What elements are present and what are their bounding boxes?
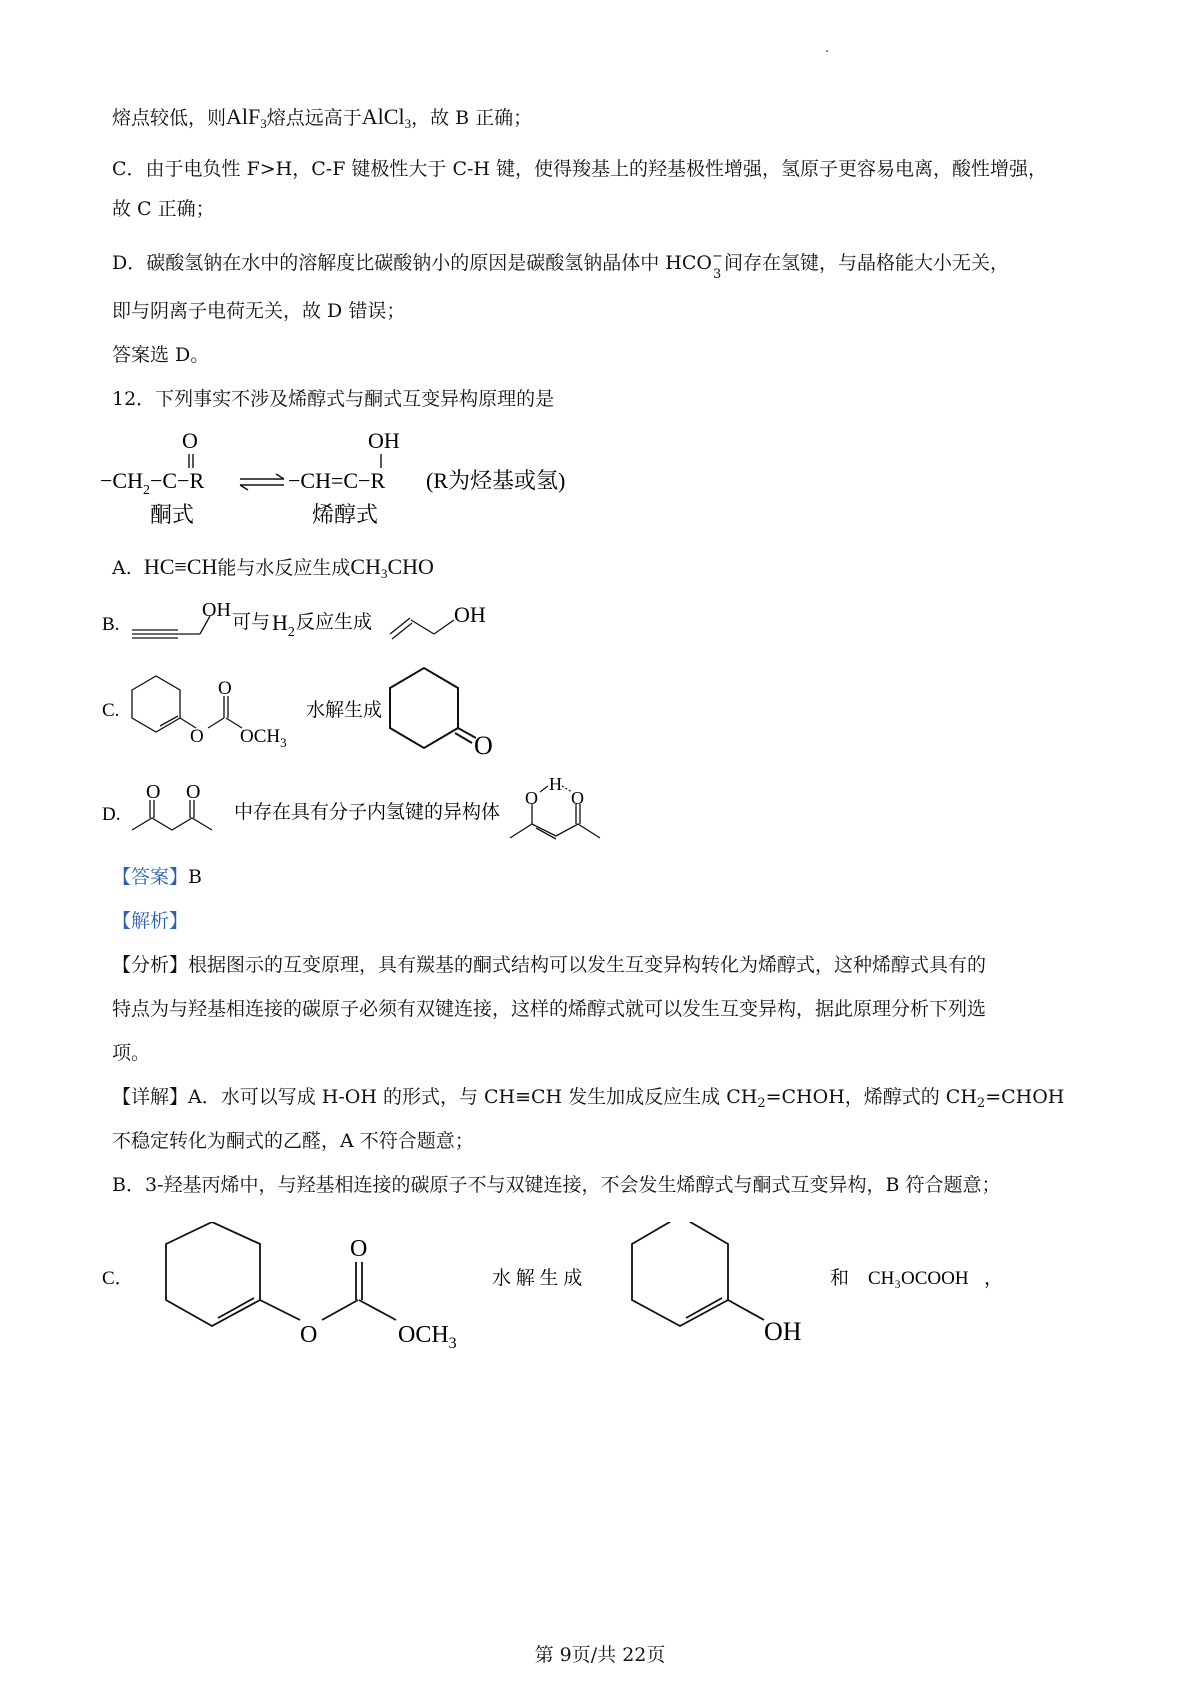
- svg-text:B.: B.: [102, 614, 120, 635]
- svg-text:CH₃OCOOH: CH₃OCOOH: [868, 1268, 969, 1289]
- detail-b: B．3-羟基丙烯中，与羟基相连接的碳原子不与双键连接，不会发生烯醇式与酮式互变异构，B 符合题意；: [112, 1174, 1001, 1196]
- text: 熔点远高于: [266, 107, 362, 129]
- svg-text:O: O: [350, 1236, 368, 1262]
- text: 熔点较低，则: [112, 107, 227, 129]
- answer-tag: 【答案】: [112, 866, 189, 888]
- answer-summary: 答案选 D。: [112, 344, 210, 366]
- tautomer-scheme: [100, 426, 620, 530]
- svg-text:O: O: [146, 781, 161, 803]
- paragraph-d-line2: 即与阴离子电荷无关，故 D 错误；: [112, 300, 406, 322]
- formula-alcl3: AlCl$_3$: [361, 104, 412, 131]
- analysis-line3: 项。: [112, 1042, 151, 1064]
- paragraph-d-line1: D．碳酸氢钠在水中的溶解度比碳酸钠小的原因是碳酸氢钠晶体中 HCO − 3 间存在氢键，与晶格能大小无关，: [112, 249, 1009, 282]
- svg-text:O: O: [525, 788, 538, 808]
- analysis-line1: 【分析】根据图示的互变原理，具有羰基的酮式结构可以发生互变异构转化为烯醇式，这种烯醇式具有的: [112, 954, 987, 976]
- svg-text:C.: C.: [102, 700, 120, 721]
- analysis-heading: 【解析】: [112, 910, 189, 932]
- scan-dot: [826, 50, 828, 52]
- scheme-left-label: 酮式: [150, 502, 195, 527]
- svg-text:水解生成: 水解生成: [306, 700, 383, 721]
- answer-line: [112, 864, 202, 890]
- svg-text:C．: C．: [102, 1268, 134, 1289]
- option-a: A. HC≡CH能与水反应生成$CH_3CHO$: [112, 554, 434, 581]
- svg-text:和: 和: [830, 1268, 850, 1289]
- page-footer: 第 9页/共 22页: [534, 1644, 666, 1666]
- formula-alf3: AlF$_3$: [226, 104, 267, 131]
- scheme-right-note: (R为烃基或氢): [426, 468, 566, 493]
- svg-text:水 解 生 成: 水 解 生 成: [492, 1268, 583, 1289]
- detail-a-line2: 不稳定转化为酮式的乙醛，A 不符合题意；: [112, 1130, 474, 1152]
- svg-text:H2: $H_2$: [272, 610, 295, 640]
- svg-text:O: O: [300, 1322, 318, 1348]
- svg-text:H: H: [549, 776, 562, 794]
- scheme-right-formula: −CH=C−R: [288, 468, 386, 493]
- question-stem: 12．下列事实不涉及烯醇式与酮式互变异构原理的是: [112, 388, 555, 410]
- svg-text:OH: OH: [202, 599, 231, 621]
- paragraph-b-conclusion: [112, 104, 532, 137]
- option-b: [100, 596, 520, 652]
- paragraph-c-line2: 故 C 正确；: [112, 198, 215, 220]
- svg-text:OH: OH: [454, 602, 486, 627]
- svg-text:O: O: [218, 678, 232, 699]
- svg-text:D.: D.: [102, 804, 121, 825]
- svg-text:O: O: [190, 726, 204, 747]
- answer-value: B: [188, 866, 202, 888]
- svg-text:O: O: [571, 788, 584, 808]
- svg-text:反应生成: 反应生成: [296, 612, 373, 633]
- svg-text:O: O: [474, 731, 493, 760]
- analysis-line2: 特点为与羟基相连接的碳原子必须有双键连接，这样的烯醇式就可以发生互变异构，据此原理分析下列选: [112, 998, 987, 1020]
- option-c: [100, 662, 520, 762]
- scheme-left-o: O: [182, 428, 198, 453]
- svg-text:中存在具有分子内氢键的异构体: 中存在具有分子内氢键的异构体: [234, 802, 501, 823]
- svg-text:OH: OH: [764, 1317, 802, 1346]
- svg-text:OCH3: $OCH_3$: [240, 726, 287, 750]
- text: ，故 B 正确；: [411, 107, 533, 129]
- svg-text:O: O: [186, 781, 201, 803]
- svg-text:，: ，: [984, 1268, 1004, 1289]
- svg-text:OCH3: $OCH_3$: [398, 1322, 457, 1352]
- detail-c: [100, 1222, 1100, 1352]
- svg-text:可与: 可与: [232, 612, 271, 633]
- paragraph-c-line1: C．由于电负性 F>H，C-F 键极性大于 C-H 键，使得羧基上的羟基极性增强，氢原子更容易电离，酸性增强，: [112, 158, 1048, 180]
- option-d: [100, 776, 640, 856]
- scheme-right-oh: OH: [368, 428, 400, 453]
- scheme-left-formula: $-CH_2-C-R$: [100, 468, 205, 498]
- detail-a-line1: 【详解】A．水可以写成 H-OH 的形式，与 CH≡CH 发生加成反应生成 $CH_2=CHOH$，烯醇式的 $CH_2=CHOH$: [112, 1086, 1065, 1111]
- scheme-right-label: 烯醇式: [312, 502, 379, 527]
